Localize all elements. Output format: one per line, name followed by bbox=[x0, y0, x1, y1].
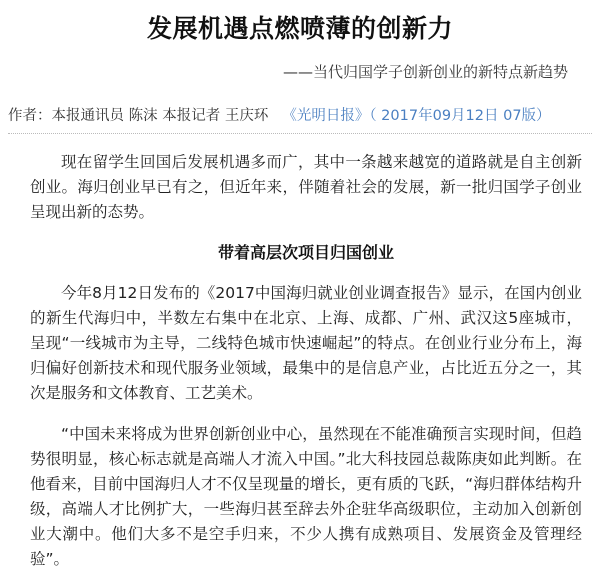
paragraph-intro: 现在留学生回国后发展机遇多而广，其中一条越来越宽的道路就是自主创新创业。海归创业早已有之，但近年来，伴随着社会的发展，新一批归国学子创业呈现出新的态势。 bbox=[30, 153, 582, 221]
byline bbox=[8, 105, 594, 127]
article-body bbox=[30, 150, 582, 588]
section-heading: 带着高层次项目归国创业 bbox=[217, 243, 394, 262]
paragraph-report: 今年8月12日发布的《2017中国海归就业创业调查报告》显示，在国内创业的新生代海归中，半数左右集中在北京、上海、成都、广州、武汉这5座城市，呈现“一线城市为主导，二线特色城市快速崛起”的特点。在创业行业分布上，海归偏好创新技术和现代服务业领域，最集中的是信息产业，占比近五分之一，其次是服务和文体教育、工艺美术。 bbox=[30, 284, 582, 402]
source-link[interactable]: 《光明日报》（ 2017年09月12日 07版） bbox=[282, 108, 551, 124]
author-line: 作者：本报通讯员 陈沫 本报记者 王庆环 bbox=[8, 108, 269, 124]
paragraph-quote: “中国未来将成为世界创新创业中心，虽然现在不能准确预言实现时间，但趋势很明显，核心标志就是高端人才流入中国。”北大科技园总裁陈庚如此判断。在他看来，目前中国海归人才不仅呈现量的增长，更有质的飞跃，“海归群体结构升级，高端人才比例扩大，一些海归甚至辞去外企驻华高级职位，主动加入创新创业大潮中。他们大多不是空手归来，不少人携有成熟项目、发展资金及管理经验”。 bbox=[30, 425, 582, 568]
article-title: 发展机遇点燃喷薄的创新力 bbox=[146, 14, 453, 43]
byline-divider bbox=[8, 133, 592, 134]
article-subtitle: ——当代归国学子创新创业的新特点新趋势 bbox=[282, 63, 568, 81]
